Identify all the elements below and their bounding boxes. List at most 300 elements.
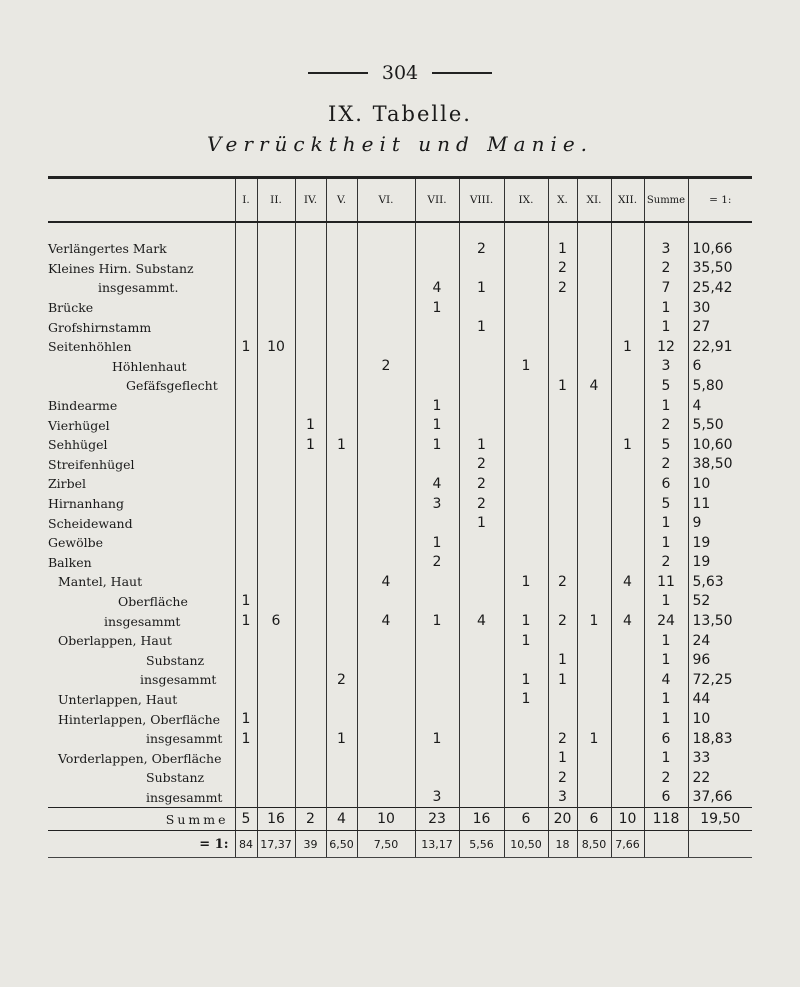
table-cell [326, 788, 357, 808]
table-cell [257, 748, 295, 768]
table-cell [504, 376, 548, 396]
table-cell: 4 [611, 611, 644, 631]
sum-cell: 10 [357, 808, 415, 831]
table-cell: 22,91 [688, 337, 752, 357]
table-cell [504, 768, 548, 788]
table-cell [611, 650, 644, 670]
table-cell [548, 455, 577, 475]
table-cell: 1 [235, 709, 257, 729]
sum-row-label: Summe [48, 808, 235, 831]
table-cell: 9 [688, 513, 752, 533]
table-cell [295, 709, 326, 729]
table-cell [295, 788, 326, 808]
spacer-cell [548, 222, 577, 239]
table-cell [611, 474, 644, 494]
table-cell [415, 631, 459, 651]
table-cell [357, 513, 415, 533]
table-cell [326, 494, 357, 514]
table-cell [611, 748, 644, 768]
table-cell [326, 611, 357, 631]
table-cell [295, 474, 326, 494]
table-cell: 44 [688, 690, 752, 710]
table-cell: 4 [688, 396, 752, 416]
table-cell [548, 592, 577, 612]
table-cell [326, 631, 357, 651]
table-cell [459, 670, 504, 690]
table-cell [504, 553, 548, 573]
table-cell [611, 553, 644, 573]
table-cell [504, 455, 548, 475]
table-cell [257, 494, 295, 514]
table-row [48, 768, 752, 788]
table-cell: 72,25 [688, 670, 752, 690]
table-cell: 1 [415, 396, 459, 416]
table-cell: 1 [415, 611, 459, 631]
table-cell [326, 592, 357, 612]
table-cell [548, 317, 577, 337]
table-cell: 18,83 [688, 729, 752, 749]
table-cell [357, 748, 415, 768]
table-cell: 33 [688, 748, 752, 768]
table-cell [611, 513, 644, 533]
sum-cell: 118 [644, 808, 688, 831]
table-row [48, 709, 752, 729]
row-label: Vierhügel [48, 417, 110, 433]
table-cell [577, 494, 611, 514]
table-cell [235, 788, 257, 808]
table-cell [415, 768, 459, 788]
table-cell: 3 [415, 788, 459, 808]
table-cell: 2 [548, 611, 577, 631]
table-cell [235, 317, 257, 337]
table-cell [577, 650, 611, 670]
table-cell [295, 611, 326, 631]
table-cell: 1 [577, 729, 611, 749]
table-cell [415, 650, 459, 670]
table-cell [235, 553, 257, 573]
table-cell [357, 592, 415, 612]
table-cell: 1 [504, 611, 548, 631]
table-cell [548, 396, 577, 416]
table-cell: 2 [644, 455, 688, 475]
table-cell: 1 [415, 415, 459, 435]
table-cell: 1 [611, 337, 644, 357]
table-cell [357, 650, 415, 670]
table-cell [357, 729, 415, 749]
table-body [48, 222, 752, 808]
table-cell [257, 278, 295, 298]
table-cell: 1 [415, 729, 459, 749]
table-cell: 2 [644, 415, 688, 435]
sum-cell: 16 [459, 808, 504, 831]
table-cell [235, 650, 257, 670]
table-cell [257, 259, 295, 279]
sum-cell: 5 [235, 808, 257, 831]
table-cell [548, 533, 577, 553]
table-row [48, 474, 752, 494]
table-cell [611, 533, 644, 553]
table-cell: 4 [357, 611, 415, 631]
table-cell [235, 670, 257, 690]
table-cell: 1 [326, 435, 357, 455]
table-cell [415, 259, 459, 279]
table-cell: 1 [548, 239, 577, 259]
sum-cell: 20 [548, 808, 577, 831]
ratio-cell: 17,37 [257, 831, 295, 858]
table-cell: 6 [688, 357, 752, 377]
table-cell: 1 [459, 513, 504, 533]
table-cell [504, 298, 548, 318]
table-cell: 1 [577, 611, 611, 631]
column-header: I. [235, 178, 257, 223]
table-cell [577, 259, 611, 279]
row-label: Balken [48, 554, 92, 570]
row-label: Verlängertes Mark [48, 241, 167, 257]
table-cell [326, 768, 357, 788]
table-cell [295, 376, 326, 396]
table-cell: 38,50 [688, 455, 752, 475]
table-cell [459, 298, 504, 318]
spacer-cell [357, 222, 415, 239]
table-cell: 2 [644, 768, 688, 788]
table-cell: 2 [548, 729, 577, 749]
table-cell: 1 [295, 415, 326, 435]
table-cell [235, 768, 257, 788]
table-cell: 6 [644, 474, 688, 494]
table-cell [295, 690, 326, 710]
table-cell [257, 572, 295, 592]
table-title: IX. Tabelle. [328, 102, 472, 126]
table-cell [611, 298, 644, 318]
table-cell: 1 [644, 690, 688, 710]
table-cell [235, 748, 257, 768]
table-cell [611, 729, 644, 749]
table-cell [326, 553, 357, 573]
table-cell: 1 [235, 611, 257, 631]
table-row [48, 650, 752, 670]
table-cell [504, 435, 548, 455]
table-cell [459, 690, 504, 710]
ratio-row-label: = 1: [48, 831, 235, 858]
row-label: Scheidewand [48, 515, 133, 531]
table-cell [295, 670, 326, 690]
table-cell [577, 748, 611, 768]
table-cell [611, 376, 644, 396]
table-row [48, 455, 752, 475]
table-cell [415, 572, 459, 592]
table-cell [357, 788, 415, 808]
sum-cell: 10 [611, 808, 644, 831]
table-cell [459, 533, 504, 553]
table-cell: 5,50 [688, 415, 752, 435]
table-cell [235, 415, 257, 435]
table-cell: 11 [644, 572, 688, 592]
table-cell: 3 [548, 788, 577, 808]
table-cell [326, 337, 357, 357]
spacer-cell [644, 222, 688, 239]
table-cell: 3 [415, 494, 459, 514]
header-rule-left [308, 72, 368, 74]
table-cell [577, 690, 611, 710]
table-cell [235, 376, 257, 396]
table-cell: 4 [459, 611, 504, 631]
table-cell: 1 [504, 572, 548, 592]
table-row [48, 553, 752, 573]
table-cell [257, 553, 295, 573]
sum-cell: 4 [326, 808, 357, 831]
table-cell [295, 768, 326, 788]
table-cell [257, 650, 295, 670]
table-cell [459, 376, 504, 396]
table-cell [357, 553, 415, 573]
table-cell [326, 278, 357, 298]
table-cell: 3 [644, 239, 688, 259]
table-cell [257, 788, 295, 808]
table-cell: 1 [235, 592, 257, 612]
table-cell [577, 513, 611, 533]
table-cell: 13,50 [688, 611, 752, 631]
table-cell [459, 650, 504, 670]
table-cell [257, 435, 295, 455]
table-cell [326, 357, 357, 377]
table-cell [415, 317, 459, 337]
table-cell [548, 709, 577, 729]
table-cell: 5,63 [688, 572, 752, 592]
table-row [48, 690, 752, 710]
table-cell: 2 [548, 259, 577, 279]
table-cell [257, 415, 295, 435]
table-cell [235, 259, 257, 279]
table-cell: 1 [415, 298, 459, 318]
row-label: Höhlenhaut [112, 358, 187, 374]
table-cell [257, 376, 295, 396]
table-cell: 2 [357, 357, 415, 377]
table-cell [577, 415, 611, 435]
table-cell: 5 [644, 494, 688, 514]
table-cell [577, 435, 611, 455]
table-cell [504, 239, 548, 259]
table-cell [295, 729, 326, 749]
ratio-cell [644, 831, 688, 858]
row-label: Gefäfsgeflecht [126, 378, 218, 394]
table-cell: 96 [688, 650, 752, 670]
table-cell: 1 [326, 729, 357, 749]
table-cell [235, 278, 257, 298]
table-cell [357, 396, 415, 416]
table-cell [577, 317, 611, 337]
table-cell [459, 357, 504, 377]
table-cell [459, 709, 504, 729]
table-cell [577, 298, 611, 318]
table-cell [295, 572, 326, 592]
table-cell [257, 631, 295, 651]
table-cell [504, 494, 548, 514]
table-cell [357, 278, 415, 298]
table-cell: 1 [644, 298, 688, 318]
table-cell [611, 670, 644, 690]
table-cell [257, 317, 295, 337]
table-cell [577, 337, 611, 357]
table-cell [295, 513, 326, 533]
table-cell [611, 494, 644, 514]
table-row [48, 337, 752, 357]
table-cell: 22 [688, 768, 752, 788]
table-cell [577, 396, 611, 416]
table-cell [295, 357, 326, 377]
table-cell [295, 278, 326, 298]
table-cell [548, 690, 577, 710]
table-cell: 6 [257, 611, 295, 631]
table-cell [611, 768, 644, 788]
table-cell [504, 474, 548, 494]
table-cell [611, 396, 644, 416]
row-label: Bindearme [48, 398, 118, 414]
table-cell [577, 631, 611, 651]
table-cell [295, 396, 326, 416]
table-cell: 10 [257, 337, 295, 357]
table-cell [295, 455, 326, 475]
table-cell: 19 [688, 553, 752, 573]
table-cell [326, 709, 357, 729]
spacer-cell [415, 222, 459, 239]
table-cell: 7 [644, 278, 688, 298]
table-cell: 35,50 [688, 259, 752, 279]
table-cell [611, 239, 644, 259]
table-cell: 24 [644, 611, 688, 631]
table-cell [459, 768, 504, 788]
table-cell [504, 415, 548, 435]
table-cell [326, 376, 357, 396]
table-cell [235, 533, 257, 553]
ratio-cell: 7,50 [357, 831, 415, 858]
spacer-cell [257, 222, 295, 239]
table-cell: 2 [459, 455, 504, 475]
ratio-cell: 18 [548, 831, 577, 858]
table-cell [257, 729, 295, 749]
table-cell: 25,42 [688, 278, 752, 298]
column-header: II. [257, 178, 295, 223]
table-cell [257, 592, 295, 612]
table-cell: 1 [459, 317, 504, 337]
table-cell: 4 [644, 670, 688, 690]
table-cell [459, 592, 504, 612]
row-label: Streifenhügel [48, 456, 135, 472]
spacer-cell [326, 222, 357, 239]
table-cell [257, 239, 295, 259]
table-cell [504, 337, 548, 357]
table-cell [235, 298, 257, 318]
table-cell [611, 592, 644, 612]
table-cell [357, 690, 415, 710]
table-cell [504, 592, 548, 612]
table-cell [577, 572, 611, 592]
table-cell [415, 670, 459, 690]
table-row [48, 611, 752, 631]
table-cell: 1 [504, 670, 548, 690]
sum-cell: 6 [504, 808, 548, 831]
table-cell [548, 298, 577, 318]
table-cell [577, 239, 611, 259]
table-row [48, 239, 752, 259]
table-cell [504, 513, 548, 533]
row-label: Substanz [146, 652, 205, 668]
table-cell: 1 [644, 650, 688, 670]
table-cell [357, 709, 415, 729]
table-cell [295, 748, 326, 768]
table-cell [295, 337, 326, 357]
ratio-cell [688, 831, 752, 858]
table-cell [415, 376, 459, 396]
table-cell: 1 [548, 748, 577, 768]
table-cell: 2 [459, 474, 504, 494]
table-cell: 2 [326, 670, 357, 690]
table-cell [235, 239, 257, 259]
table-cell [295, 259, 326, 279]
row-label: Grofshirnstamm [48, 319, 152, 335]
table-cell [504, 709, 548, 729]
column-header: IX. [504, 178, 548, 223]
table-cell: 1 [504, 357, 548, 377]
row-label: insgesammt [146, 731, 223, 747]
table-cell [295, 650, 326, 670]
column-header: Summe [644, 178, 688, 223]
table-cell: 2 [415, 553, 459, 573]
ratio-cell: 84 [235, 831, 257, 858]
table-cell: 27 [688, 317, 752, 337]
row-label: Brücke [48, 300, 94, 316]
table-cell [459, 553, 504, 573]
row-label: Unterlappen, Haut [58, 691, 178, 707]
table-cell [459, 259, 504, 279]
table-cell [257, 768, 295, 788]
table-cell [577, 474, 611, 494]
table-cell [504, 259, 548, 279]
table-cell [257, 533, 295, 553]
table-cell: 2 [644, 259, 688, 279]
table-cell [357, 239, 415, 259]
table-cell: 5 [644, 376, 688, 396]
table-cell [504, 533, 548, 553]
table-cell: 10,60 [688, 435, 752, 455]
table-cell [257, 357, 295, 377]
table-cell: 5 [644, 435, 688, 455]
table-cell [415, 592, 459, 612]
sum-row [48, 808, 752, 831]
table-cell [611, 709, 644, 729]
row-label: insgesammt. [98, 280, 179, 296]
ratio-row [48, 831, 752, 858]
page-number: 304 [381, 62, 419, 84]
table-cell: 1 [235, 729, 257, 749]
table-cell [295, 631, 326, 651]
row-label: Kleines Hirn. Substanz [48, 260, 194, 276]
row-label: Seitenhöhlen [48, 339, 132, 355]
table-cell [357, 455, 415, 475]
table-cell [295, 298, 326, 318]
table-cell: 10,66 [688, 239, 752, 259]
table-cell [357, 415, 415, 435]
row-label: Oberfläche [118, 593, 188, 609]
table-cell [326, 690, 357, 710]
table-cell [611, 455, 644, 475]
table-cell [357, 376, 415, 396]
spacer-cell [295, 222, 326, 239]
table-cell [357, 317, 415, 337]
table-cell [235, 455, 257, 475]
table-cell [235, 396, 257, 416]
table-cell [235, 690, 257, 710]
table-subtitle: Verrücktheit und Manie. [206, 132, 594, 156]
